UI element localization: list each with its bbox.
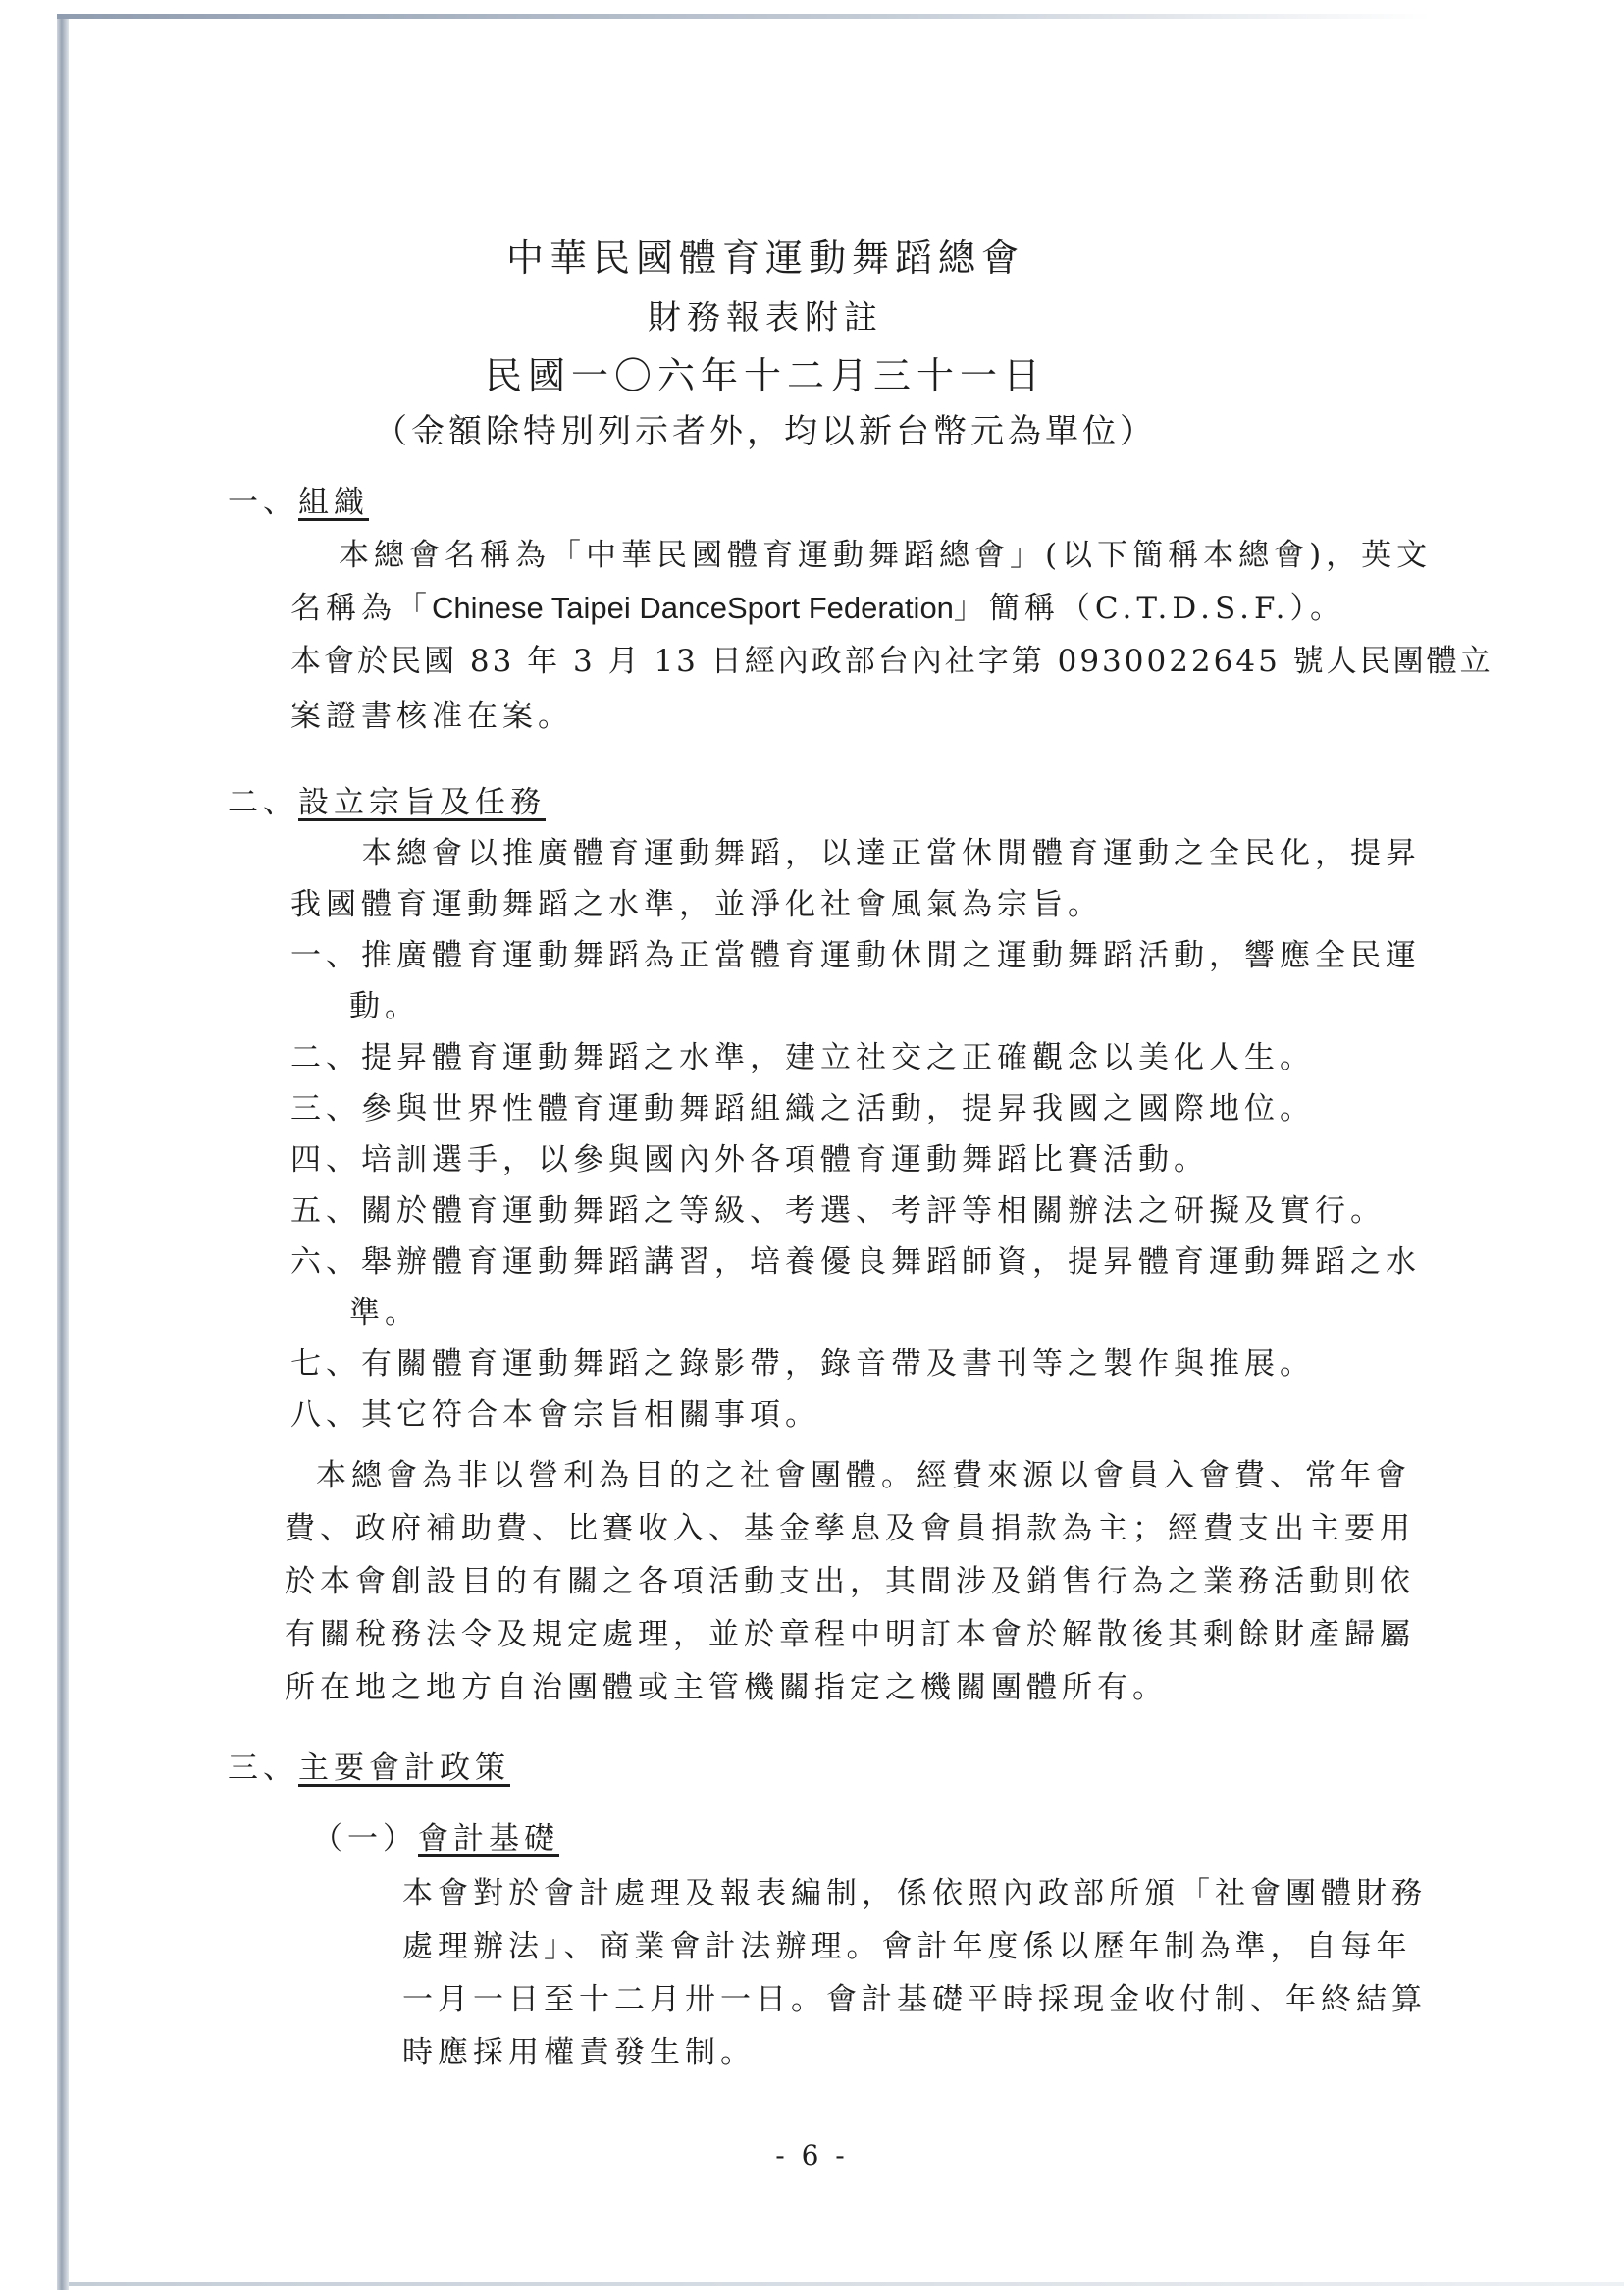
section-3-heading [228,1743,510,1787]
sec2-para-3-line-3: 於本會創設目的有關之各項活動支出，其間涉及銷售行為之業務活動則依 [285,1564,1415,1599]
sec2-item-6-cont: 準。 [349,1295,420,1331]
sec2-para-2: 我國體育運動舞蹈之水準，並淨化社會風氣為宗旨。 [290,887,1103,922]
sec2-para-3-line-1: 本總會為非以營利為目的之社會團體。經費來源以會員入會費、常年會 [316,1458,1411,1493]
page-number: - 6 - [775,2139,849,2171]
sec2-para-1: 本總會以推廣體育運動舞蹈，以達正當休閒體育運動之全民化，提昇 [361,836,1421,871]
sec3-line-4: 時應採用權責發生制。 [402,2035,756,2070]
sec2-item-4: 四、培訓選手，以參與國內外各項體育運動舞蹈比賽活動。 [290,1142,1209,1177]
sec1-line-1: 本總會名稱為「中華民國體育運動舞蹈總會」(以下簡稱本總會)，英文 [339,538,1433,573]
subsection-1-number: （一） [312,1821,418,1856]
sec2-item-6: 六、舉辦體育運動舞蹈講習，培養優良舞蹈師資，提昇體育運動舞蹈之水 [290,1244,1421,1279]
section-1-heading [228,477,369,521]
sec2-item-2: 二、提昇體育運動舞蹈之水準，建立社交之正確觀念以美化人生。 [290,1040,1315,1075]
sec3-line-1: 本會對於會計處理及報表編制，係依照內政部所頒「社會團體財務 [402,1876,1427,1911]
section-3-number: 三、 [228,1750,298,1786]
scan-edge-bottom [69,2282,1624,2286]
section-2-heading [228,777,546,821]
sec2-para-3-line-4: 有關稅務法令及規定處理，並於章程中明訂本會於解散後其剩餘財產歸屬 [285,1617,1415,1652]
sec1-line-2a: 名稱為「 [290,591,432,626]
section-2-title: 設立宗旨及任務 [298,785,546,820]
sec2-item-1: 一、推廣體育運動舞蹈為正當體育運動休閒之運動舞蹈活動，響應全民運 [290,938,1421,973]
english-name: Chinese Taipei DanceSport Federation [432,591,954,625]
scan-edge-top [57,14,1431,19]
sec1-line-3: 本會於民國 83 年 3 月 13 日經內政部台內社字第 0930022645 號人民團體立 [290,644,1493,679]
doc-title: 財務報表附註 [648,298,883,338]
sec2-item-1-cont: 動。 [349,989,420,1024]
section-1-number: 一、 [228,485,298,520]
sec2-item-3: 三、參與世界性體育運動舞蹈組織之活動，提昇我國之國際地位。 [290,1091,1315,1126]
sec2-item-7: 七、有關體育運動舞蹈之錄影帶，錄音帶及書刊等之製作與推展。 [290,1346,1315,1382]
subsection-1-title: 會計基礎 [418,1821,559,1856]
sec2-para-3-line-5: 所在地之地方自治團體或主管機關指定之機關團體所有。 [285,1670,1168,1705]
sec2-para-3-line-2: 費、政府補助費、比賽收入、基金孳息及會員捐款為主；經費支出主要用 [285,1511,1415,1546]
section-1-title: 組織 [298,485,369,520]
report-date: 民國一〇六年十二月三十一日 [484,354,1046,397]
sec2-item-5: 五、關於體育運動舞蹈之等級、考選、考評等相關辦法之研擬及實行。 [290,1193,1386,1228]
sec1-line-4: 案證書核准在案。 [290,699,573,734]
org-title: 中華民國體育運動舞蹈總會 [505,236,1024,280]
sec2-item-8: 八、其它符合本會宗旨相關事項。 [290,1397,820,1433]
sec3-line-3: 一月一日至十二月卅一日。會計基礎平時採現金收付制、年終結算 [402,1982,1427,2017]
unit-note: （金額除特別列示者外，均以新台幣元為單位） [374,412,1157,451]
subsection-1-heading [312,1813,559,1857]
sec3-line-2: 處理辦法」、商業會計法辦理。會計年度係以歷年制為準，自每年 [402,1929,1412,1964]
section-3-title: 主要會計政策 [298,1750,510,1786]
sec1-line-2b: 」簡稱（C.T.D.S.F.）。 [953,591,1345,626]
section-2-number: 二、 [228,785,298,820]
sec1-line-2 [290,583,1345,627]
